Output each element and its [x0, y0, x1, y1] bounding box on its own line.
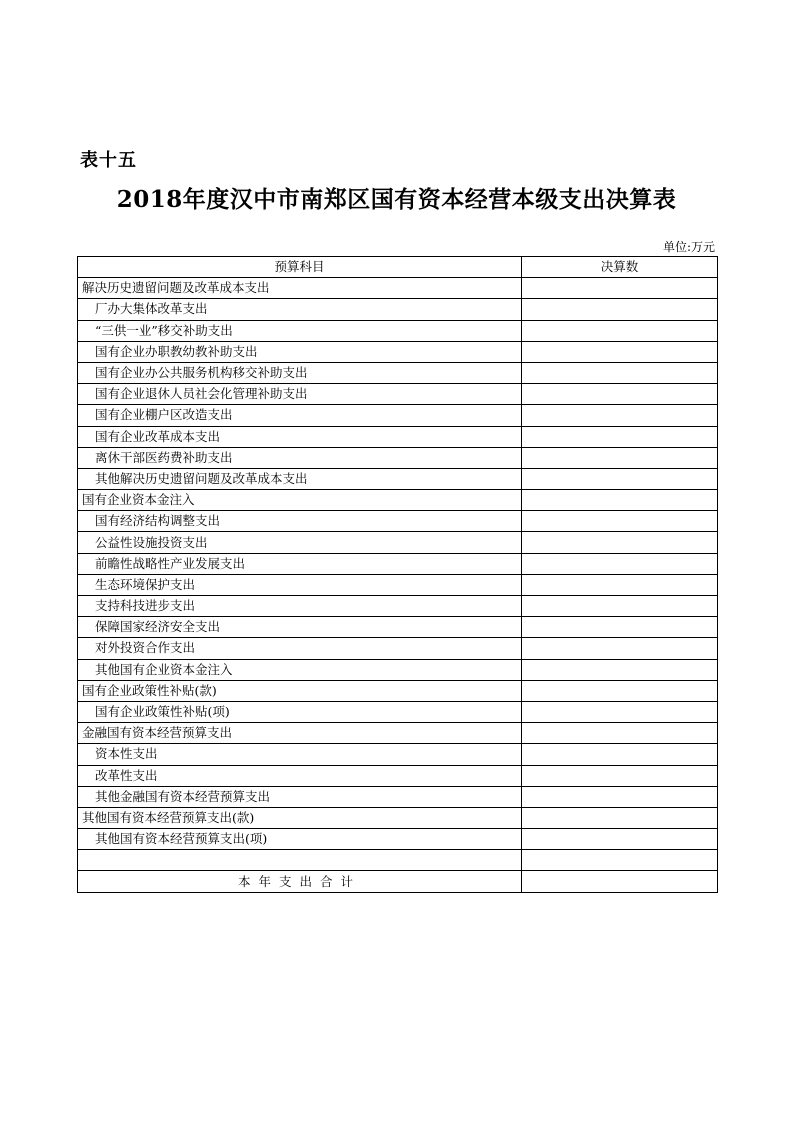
table-row: [78, 320, 718, 341]
row-amount: [522, 723, 718, 744]
row-subject: 生态环境保护支出: [78, 574, 522, 595]
row-subject: 国有企业改革成本支出: [78, 426, 522, 447]
row-amount: [522, 701, 718, 722]
row-amount: [522, 596, 718, 617]
row-subject: 其他国有资本经营预算支出(项): [78, 829, 522, 850]
row-amount: [522, 786, 718, 807]
row-subject: 公益性设施投资支出: [78, 532, 522, 553]
row-amount: [522, 807, 718, 828]
table-header-row: [78, 257, 718, 278]
row-subject: “三供一业”移交补助支出: [78, 320, 522, 341]
row-amount: [522, 447, 718, 468]
row-amount: [522, 680, 718, 701]
table-row: [78, 490, 718, 511]
table-row: [78, 553, 718, 574]
row-amount: [522, 362, 718, 383]
row-subject: 其他解决历史遗留问题及改革成本支出: [78, 468, 522, 489]
row-subject: 国有企业办职教幼教补助支出: [78, 341, 522, 362]
row-subject: 对外投资合作支出: [78, 638, 522, 659]
table-row: [78, 405, 718, 426]
row-subject: 国有企业棚户区改造支出: [78, 405, 522, 426]
table-row: [78, 426, 718, 447]
row-subject: 其他金融国有资本经营预算支出: [78, 786, 522, 807]
table-row: [78, 299, 718, 320]
row-subject: 改革性支出: [78, 765, 522, 786]
row-amount: [522, 384, 718, 405]
row-subject: 保障国家经济安全支出: [78, 617, 522, 638]
table-row: [78, 617, 718, 638]
table-row: [78, 829, 718, 850]
row-amount: [522, 765, 718, 786]
row-amount: [522, 405, 718, 426]
row-subject: 支持科技进步支出: [78, 596, 522, 617]
table-row: [78, 574, 718, 595]
table-total-row: [78, 871, 718, 892]
row-amount: [522, 659, 718, 680]
row-subject: 解决历史遗留问题及改革成本支出: [78, 278, 522, 299]
row-amount: [522, 320, 718, 341]
table-row: [78, 341, 718, 362]
table-row: [78, 680, 718, 701]
table-row: [78, 596, 718, 617]
row-subject: 国有企业退休人员社会化管理补助支出: [78, 384, 522, 405]
row-amount: [522, 850, 718, 871]
table-row: [78, 786, 718, 807]
row-amount: [522, 553, 718, 574]
row-subject: 其他国有资本经营预算支出(款): [78, 807, 522, 828]
row-amount: [522, 829, 718, 850]
row-amount: [522, 299, 718, 320]
total-label: 本年支出合计: [78, 871, 522, 892]
row-subject: 厂办大集体改革支出: [78, 299, 522, 320]
row-subject: [78, 850, 522, 871]
header-amount: 决算数: [522, 257, 718, 278]
row-subject: 离休干部医药费补助支出: [78, 447, 522, 468]
row-amount: [522, 638, 718, 659]
row-amount: [522, 468, 718, 489]
table-row: [78, 723, 718, 744]
row-subject: 国有经济结构调整支出: [78, 511, 522, 532]
row-amount: [522, 426, 718, 447]
row-subject: 国有企业政策性补贴(款): [78, 680, 522, 701]
row-subject: 其他国有企业资本金注入: [78, 659, 522, 680]
row-amount: [522, 278, 718, 299]
table-row: [78, 638, 718, 659]
table-row: [78, 807, 718, 828]
table-label: 表十五: [80, 150, 137, 171]
total-amount: [522, 871, 718, 892]
row-subject: 国有企业资本金注入: [78, 490, 522, 511]
unit-label: 单位:万元: [662, 240, 715, 254]
row-subject: 资本性支出: [78, 744, 522, 765]
table-row: [78, 744, 718, 765]
row-subject: 金融国有资本经营预算支出: [78, 723, 522, 744]
page-title: 2018年度汉中市南郑区国有资本经营本级支出决算表: [116, 186, 677, 213]
row-amount: [522, 341, 718, 362]
row-amount: [522, 574, 718, 595]
row-amount: [522, 511, 718, 532]
header-subject: 预算科目: [78, 257, 522, 278]
table-row-blank: [78, 850, 718, 871]
table-row: [78, 362, 718, 383]
table-row: [78, 701, 718, 722]
row-amount: [522, 532, 718, 553]
row-subject: 国有企业办公共服务机构移交补助支出: [78, 362, 522, 383]
table-row: [78, 468, 718, 489]
table-row: [78, 447, 718, 468]
table-row: [78, 278, 718, 299]
row-amount: [522, 490, 718, 511]
table-row: [78, 659, 718, 680]
budget-table: [77, 256, 718, 893]
row-subject: 前瞻性战略性产业发展支出: [78, 553, 522, 574]
table-row: [78, 511, 718, 532]
row-amount: [522, 617, 718, 638]
table-row: [78, 532, 718, 553]
table-row: [78, 765, 718, 786]
row-subject: 国有企业政策性补贴(项): [78, 701, 522, 722]
table-row: [78, 384, 718, 405]
row-amount: [522, 744, 718, 765]
